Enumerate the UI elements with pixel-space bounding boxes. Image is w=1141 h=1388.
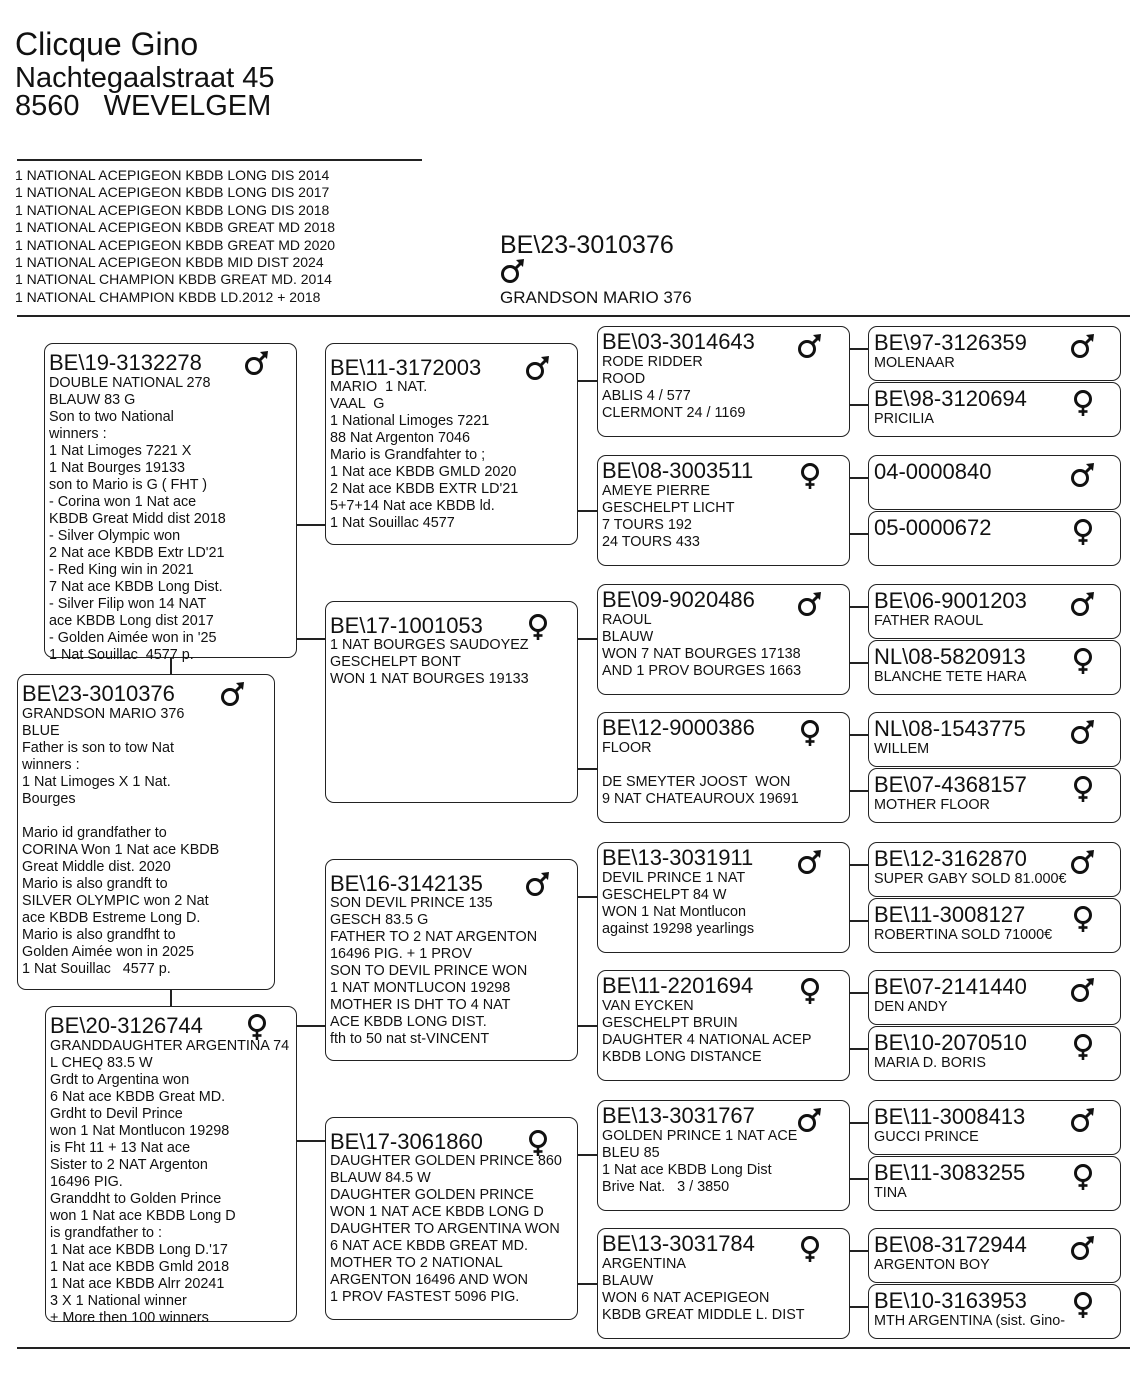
detail-line: ARGENTINA — [602, 1256, 686, 1272]
connector-line — [850, 348, 868, 350]
detail-line: 1 Nat Souillac 4577 p. — [49, 647, 194, 663]
connector-line — [578, 510, 597, 512]
achievement-item: 1 NATIONAL ACEPIGEON KBDB LONG DIS 2014 — [15, 167, 330, 183]
connector-line — [578, 768, 597, 770]
female-symbol-icon — [1070, 1291, 1096, 1319]
detail-line: RODE RIDDER — [602, 354, 703, 370]
detail-line: KBDB Great Midd dist 2018 — [49, 511, 226, 527]
connector-line — [578, 380, 597, 382]
detail-line: WON 1 NAT ACE KBDB LONG D — [330, 1204, 544, 1220]
male-symbol-icon — [1070, 462, 1096, 490]
detail-line: won 1 Nat ace KBDB Long D — [50, 1208, 236, 1224]
detail-line: 24 TOURS 433 — [602, 534, 700, 550]
detail-line: ABLIS 4 / 577 — [602, 388, 691, 404]
header-ring-number: BE\23-3010376 — [500, 231, 674, 259]
pedigree-box-great-great-grandparent[interactable] — [868, 768, 1121, 823]
ring-number: BE\17-3061860 — [330, 1129, 483, 1154]
pigeon-name: TINA — [874, 1185, 907, 1201]
detail-line: BLAUW 83 G — [49, 392, 136, 408]
pigeon-details — [22, 706, 219, 978]
pigeon-name: MOTHER FLOOR — [874, 797, 990, 813]
pigeon-details — [602, 1128, 797, 1196]
ring-number: BE\10-2070510 — [874, 1030, 1027, 1055]
detail-line: 2 Nat ace KBDB EXTR LD'21 — [330, 481, 519, 497]
pigeon-details — [602, 354, 745, 422]
detail-line: 1 Nat Souillac 4577 — [330, 515, 455, 531]
ring-number: BE\16-3142135 — [330, 871, 483, 896]
male-symbol-icon — [220, 681, 246, 709]
connector-line — [170, 990, 172, 1006]
detail-line: 16496 PIG. + 1 PROV — [330, 946, 472, 962]
pigeon-details — [602, 483, 734, 551]
pigeon-details — [50, 1038, 289, 1327]
pedigree-box-great-grandparent[interactable] — [597, 970, 850, 1081]
male-symbol-icon — [244, 350, 270, 378]
detail-line: GESCHELPT BRUIN — [602, 1015, 738, 1031]
detail-line: + More then 100 winners — [50, 1310, 209, 1326]
pigeon-details — [602, 998, 812, 1066]
detail-line: 2 Nat ace KBDB Extr LD'21 — [49, 545, 225, 561]
owner-city: 8560 WEVELGEM — [15, 90, 272, 122]
male-symbol-icon — [1070, 1235, 1096, 1263]
detail-line: RAOUL — [602, 612, 652, 628]
pigeon-name: PRICILIA — [874, 411, 934, 427]
detail-line: 1 NAT MONTLUCON 19298 — [330, 980, 511, 996]
male-symbol-icon — [525, 355, 551, 383]
pedigree-box-great-great-grandparent[interactable] — [868, 455, 1121, 510]
ring-number: 05-0000672 — [874, 515, 992, 540]
connector-line — [850, 1048, 868, 1050]
ring-number: BE\06-9001203 — [874, 588, 1027, 613]
ring-number: BE\19-3132278 — [49, 350, 202, 375]
detail-line: BLAUW — [602, 629, 654, 645]
male-symbol-icon — [1070, 591, 1096, 619]
ring-number: NL\08-1543775 — [874, 716, 1026, 741]
detail-line: Mario is also grandft to — [22, 876, 168, 892]
detail-line: 1 Nat ace KBDB Long Dist — [602, 1162, 772, 1178]
female-symbol-icon — [1070, 775, 1096, 803]
detail-line: GOLDEN PRINCE 1 NAT ACE — [602, 1128, 798, 1144]
pigeon-details — [602, 1256, 805, 1324]
detail-line: KBDB GREAT MIDDLE L. DIST — [602, 1307, 805, 1323]
pedigree-box-great-grandparent[interactable] — [597, 712, 850, 823]
detail-line: FLOOR — [602, 740, 652, 756]
pedigree-box-great-great-grandparent[interactable] — [868, 712, 1121, 767]
detail-line: 5+7+14 Nat ace KBDB ld. — [330, 498, 495, 514]
detail-line: AMEYE PIERRE — [602, 483, 710, 499]
detail-line: - Red King win in 2021 — [49, 562, 194, 578]
connector-line — [578, 1154, 597, 1156]
pedigree-box-great-great-grandparent[interactable] — [868, 1284, 1121, 1339]
pigeon-name: SUPER GABY SOLD 81.000€ — [874, 871, 1067, 887]
pigeon-details — [602, 612, 801, 680]
pedigree-box-maternal-grandmother[interactable] — [325, 1117, 578, 1320]
ring-number: BE\98-3120694 — [874, 386, 1027, 411]
detail-line: ROOD — [602, 371, 646, 387]
pedigree-box-subject[interactable] — [17, 674, 275, 990]
owner-name: Clicque Gino — [15, 26, 199, 62]
connector-line — [850, 662, 868, 664]
detail-line: against 19298 yearlings — [602, 921, 755, 937]
connector-line — [850, 992, 868, 994]
detail-line — [602, 757, 799, 774]
detail-line: 88 Nat Argenton 7046 — [330, 430, 471, 446]
female-symbol-icon — [797, 462, 823, 490]
achievement-item: 1 NATIONAL ACEPIGEON KBDB GREAT MD 2020 — [15, 236, 336, 253]
detail-line: SON TO DEVIL PRINCE WON — [330, 963, 528, 979]
detail-line: is Fht 11 + 13 Nat ace — [50, 1140, 191, 1156]
detail-line: CORINA Won 1 Nat ace KBDB — [22, 842, 220, 858]
male-symbol-icon — [1070, 719, 1096, 747]
detail-line: CLERMONT 24 / 1169 — [602, 405, 746, 421]
detail-line: BLUE — [22, 723, 60, 739]
connector-line — [578, 638, 597, 640]
male-symbol-icon — [500, 258, 526, 286]
pigeon-details — [602, 870, 754, 938]
pedigree-box-great-great-grandparent[interactable] — [868, 842, 1121, 897]
connector-line — [578, 1283, 597, 1285]
pedigree-box-great-grandparent[interactable] — [597, 1228, 850, 1339]
female-symbol-icon — [1070, 1033, 1096, 1061]
ring-number: BE\12-9000386 — [602, 715, 755, 740]
detail-line: 1 Nat Limoges 7221 X — [49, 443, 192, 459]
section-divider-top — [17, 315, 1130, 317]
pedigree-box-great-great-grandparent[interactable] — [868, 382, 1121, 437]
connector-line — [850, 790, 868, 792]
male-symbol-icon — [1070, 333, 1096, 361]
ring-number: BE\13-3031767 — [602, 1103, 755, 1128]
detail-line: 1 Nat ace KBDB Gmld 2018 — [50, 1259, 230, 1275]
pedigree-box-great-great-grandparent[interactable] — [868, 584, 1121, 639]
ring-number: BE\11-3083255 — [874, 1160, 1026, 1185]
section-divider-bottom — [17, 1347, 1130, 1349]
pedigree-box-great-great-grandparent[interactable] — [868, 1026, 1121, 1081]
pedigree-box-great-great-grandparent[interactable] — [868, 511, 1121, 566]
connector-line — [850, 734, 868, 736]
detail-line: DEVIL PRINCE 1 NAT — [602, 870, 746, 886]
male-symbol-icon — [1070, 1107, 1096, 1135]
pigeon-details — [602, 740, 799, 808]
detail-line: - Silver Olympic won — [49, 528, 181, 544]
detail-line: GRANDDAUGHTER ARGENTINA 74 — [50, 1038, 290, 1054]
header-pigeon-name: GRANDSON MARIO 376 — [500, 288, 692, 307]
detail-line: 1 Nat Bourges 19133 — [49, 460, 186, 476]
pedigree-box-great-great-grandparent[interactable] — [868, 1228, 1121, 1283]
detail-line: 3 X 1 National winner — [50, 1293, 187, 1309]
detail-line: GESCHELPT LICHT — [602, 500, 735, 516]
male-symbol-icon — [1070, 849, 1096, 877]
detail-line: KBDB LONG DISTANCE — [602, 1049, 762, 1065]
detail-line: 9 NAT CHATEAUROUX 19691 — [602, 791, 799, 807]
male-symbol-icon — [797, 1107, 823, 1135]
detail-line: MARIO 1 NAT. — [330, 379, 428, 395]
ring-number: BE\07-2141440 — [874, 974, 1027, 999]
detail-line: DAUGHTER GOLDEN PRINCE 860 — [330, 1153, 562, 1169]
detail-line: Granddht to Golden Prince — [50, 1191, 222, 1207]
detail-line: 1 Nat ace KBDB Alrr 20241 — [50, 1276, 225, 1292]
detail-line: fth to 50 nat st-VINCENT — [330, 1031, 490, 1047]
pedigree-box-paternal-grandmother[interactable] — [325, 601, 578, 803]
connector-line — [850, 864, 868, 866]
pedigree-box-great-grandparent[interactable] — [597, 1100, 850, 1211]
pigeon-details — [49, 375, 226, 664]
pedigree-box-great-great-grandparent[interactable] — [868, 1156, 1121, 1211]
pedigree-box-great-grandparent[interactable] — [597, 455, 850, 566]
detail-line: FATHER TO 2 NAT ARGENTON — [330, 929, 538, 945]
detail-line: 1 NAT BOURGES SAUDOYEZ — [330, 637, 529, 653]
ring-number: NL\08-5820913 — [874, 644, 1026, 669]
detail-line: Golden Aimée won in 2025 — [22, 944, 195, 960]
detail-line: DOUBLE NATIONAL 278 — [49, 375, 211, 391]
detail-line: AND 1 PROV BOURGES 1663 — [602, 663, 802, 679]
female-symbol-icon — [1070, 1163, 1096, 1191]
detail-line: GESCHELPT 84 W — [602, 887, 727, 903]
detail-line: GESCH 83.5 G — [330, 912, 429, 928]
detail-line: WON 7 NAT BOURGES 17138 — [602, 646, 801, 662]
pigeon-details — [330, 895, 537, 1048]
female-symbol-icon — [244, 1013, 270, 1041]
connector-line — [850, 1122, 868, 1124]
detail-line: DE SMEYTER JOOST WON — [602, 774, 791, 790]
detail-line: VAN EYCKEN — [602, 998, 694, 1014]
female-symbol-icon — [1070, 905, 1096, 933]
detail-line: is grandfather to : — [50, 1225, 162, 1241]
achievement-item: 1 NATIONAL CHAMPION KBDB GREAT MD. 2014 — [15, 271, 332, 288]
detail-line: ace KBDB Long dist 2017 — [49, 613, 214, 629]
detail-line: L CHEQ 83.5 W — [50, 1055, 153, 1071]
pigeon-details — [330, 637, 529, 688]
detail-line: Mario is Grandfahter to ; — [330, 447, 486, 463]
detail-line: Mario id grandfather to — [22, 825, 167, 841]
detail-line: - Silver Filip won 14 NAT — [49, 596, 207, 612]
detail-line: BLAUW — [602, 1273, 654, 1289]
female-symbol-icon — [797, 719, 823, 747]
connector-line — [850, 920, 868, 922]
pigeon-name: GUCCI PRINCE — [874, 1129, 979, 1145]
detail-line: 1 National Limoges 7221 — [330, 413, 490, 429]
connector-line — [850, 533, 868, 535]
ring-number: BE\17-1001053 — [330, 613, 483, 638]
connector-line — [850, 1250, 868, 1252]
female-symbol-icon — [1070, 518, 1096, 546]
detail-line: DAUGHTER GOLDEN PRINCE — [330, 1187, 534, 1203]
detail-line: SON DEVIL PRINCE 135 — [330, 895, 493, 911]
detail-line — [22, 808, 219, 825]
pedigree-box-father[interactable] — [44, 343, 297, 663]
pigeon-details — [330, 379, 518, 532]
achievement-item: 1 NATIONAL ACEPIGEON KBDB LONG DIS 2018 — [15, 201, 330, 218]
ring-number: 04-0000840 — [874, 459, 992, 484]
pigeon-name: MOLENAAR — [874, 355, 955, 371]
detail-line: 1 Nat Souillac 4577 p. — [22, 961, 171, 977]
connector-line — [850, 1306, 868, 1308]
detail-line: ace KBDB Estreme Long D. — [22, 910, 201, 926]
detail-line: 1 PROV FASTEST 5096 PIG. — [330, 1289, 520, 1305]
achievement-item: 1 NATIONAL ACEPIGEON KBDB MID DIST 2024 — [15, 254, 324, 271]
detail-line: winners : — [49, 426, 107, 442]
male-symbol-icon — [1070, 977, 1096, 1005]
pigeon-name: FATHER RAOUL — [874, 613, 984, 629]
detail-line: winners : — [22, 757, 80, 773]
connector-line — [578, 1025, 597, 1027]
pigeon-name: DEN ANDY — [874, 999, 948, 1015]
detail-line: 6 NAT ACE KBDB GREAT MD. — [330, 1238, 529, 1254]
detail-line: DAUGHTER 4 NATIONAL ACEP — [602, 1032, 812, 1048]
detail-line: 1 Nat Limoges X 1 Nat. — [22, 774, 171, 790]
male-symbol-icon — [797, 849, 823, 877]
pedigree-box-paternal-grandfather[interactable] — [325, 343, 578, 545]
pedigree-box-great-great-grandparent[interactable] — [868, 1100, 1121, 1155]
detail-line: BLEU 85 — [602, 1145, 660, 1161]
ring-number: BE\07-4368157 — [874, 772, 1027, 797]
detail-line: Great Middle dist. 2020 — [22, 859, 171, 875]
detail-line: Father is son to tow Nat — [22, 740, 174, 756]
pedigree-box-great-grandparent[interactable] — [597, 842, 850, 953]
ring-number: BE\09-9020486 — [602, 587, 755, 612]
pedigree-box-mother[interactable] — [45, 1006, 297, 1326]
detail-line: ARGENTON 16496 AND WON — [330, 1272, 529, 1288]
detail-line: GRANDSON MARIO 376 — [22, 706, 185, 722]
detail-line: MOTHER TO 2 NATIONAL — [330, 1255, 503, 1271]
detail-line: 6 Nat ace KBDB Great MD. — [50, 1089, 226, 1105]
detail-line: MOTHER IS DHT TO 4 NAT — [330, 997, 511, 1013]
achievements-list — [15, 167, 335, 306]
detail-line: son to Mario is G ( FHT ) — [49, 477, 208, 493]
ring-number: BE\13-3031784 — [602, 1231, 755, 1256]
pedigree-box-great-great-grandparent[interactable] — [868, 640, 1121, 695]
detail-line: - Golden Aimée won in '25 — [49, 630, 217, 646]
detail-line: Son to two National — [49, 409, 174, 425]
detail-line: Grdt to Argentina won — [50, 1072, 190, 1088]
ring-number: BE\08-3172944 — [874, 1232, 1027, 1257]
ring-number: BE\11-3172003 — [330, 355, 482, 380]
detail-line: 16496 PIG. — [50, 1174, 123, 1190]
owner-street: Nachtegaalstraat 45 — [15, 62, 275, 94]
ring-number: BE\03-3014643 — [602, 329, 755, 354]
connector-line — [578, 896, 597, 898]
header-divider — [17, 159, 422, 161]
pigeon-name: MTH ARGENTINA (sist. Gino- — [874, 1313, 1066, 1329]
ring-number: BE\23-3010376 — [22, 681, 175, 706]
ring-number: BE\12-3162870 — [874, 846, 1027, 871]
pedigree-box-great-grandparent[interactable] — [597, 326, 850, 437]
pedigree-box-great-great-grandparent[interactable] — [868, 326, 1121, 381]
connector-line — [297, 638, 325, 640]
achievement-item: 1 NATIONAL ACEPIGEON KBDB GREAT MD 2018 — [15, 219, 336, 236]
detail-line: GESCHELPT BONT — [330, 654, 461, 670]
detail-line: Sister to 2 NAT Argenton — [50, 1157, 208, 1173]
achievement-item: 1 NATIONAL ACEPIGEON KBDB LONG DIS 2017 — [15, 184, 330, 201]
connector-line — [850, 404, 868, 406]
pedigree-box-maternal-grandfather[interactable] — [325, 859, 578, 1061]
pigeon-name: ARGENTON BOY — [874, 1257, 990, 1273]
detail-line: BLAUW 84.5 W — [330, 1170, 431, 1186]
ring-number: BE\11-3008413 — [874, 1104, 1026, 1129]
ring-number: BE\20-3126744 — [50, 1013, 203, 1038]
pigeon-name: WILLEM — [874, 741, 930, 757]
detail-line: DAUGHTER TO ARGENTINA WON — [330, 1221, 560, 1237]
ring-number: BE\10-3163953 — [874, 1288, 1027, 1313]
detail-line: won 1 Nat Montlucon 19298 — [50, 1123, 230, 1139]
detail-line: Bourges — [22, 791, 76, 807]
detail-line: 7 TOURS 192 — [602, 517, 692, 533]
ring-number: BE\08-3003511 — [602, 458, 754, 483]
detail-line: ACE KBDB LONG DIST. — [330, 1014, 487, 1030]
pigeon-name: MARIA D. BORIS — [874, 1055, 986, 1071]
pigeon-name: ROBERTINA SOLD 71000€ — [874, 927, 1053, 943]
connector-line — [850, 606, 868, 608]
detail-line: 1 Nat ace KBDB Long D.'17 — [50, 1242, 228, 1258]
detail-line: WON 6 NAT ACEPIGEON — [602, 1290, 770, 1306]
detail-line: 7 Nat ace KBDB Long Dist. — [49, 579, 223, 595]
pedigree-box-great-great-grandparent[interactable] — [868, 898, 1121, 953]
male-symbol-icon — [797, 333, 823, 361]
connector-line — [297, 1140, 325, 1142]
detail-line: WON 1 Nat Montlucon — [602, 904, 746, 920]
connector-line — [297, 1025, 325, 1027]
connector-line — [297, 524, 325, 526]
connector-line — [850, 1178, 868, 1180]
ring-number: BE\13-3031911 — [602, 845, 754, 870]
detail-line: Brive Nat. 3 / 3850 — [602, 1179, 730, 1195]
detail-line: Mario is also grandfht to — [22, 927, 176, 943]
female-symbol-icon — [1070, 389, 1096, 417]
achievement-item: 1 NATIONAL CHAMPION KBDB LD.2012 + 2018 — [15, 288, 321, 305]
detail-line: Grdht to Devil Prince — [50, 1106, 183, 1122]
detail-line: SILVER OLYMPIC won 2 Nat — [22, 893, 209, 909]
detail-line: - Corina won 1 Nat ace — [49, 494, 197, 510]
pigeon-details — [330, 1153, 562, 1306]
ring-number: BE\11-3008127 — [874, 902, 1026, 927]
detail-line: VAAL G — [330, 396, 385, 412]
pedigree-box-great-grandparent[interactable] — [597, 584, 850, 695]
detail-line: WON 1 NAT BOURGES 19133 — [330, 671, 529, 687]
ring-number: BE\97-3126359 — [874, 330, 1027, 355]
pedigree-box-great-great-grandparent[interactable] — [868, 970, 1121, 1025]
connector-line — [850, 477, 868, 479]
detail-line: 1 Nat ace KBDB GMLD 2020 — [330, 464, 517, 480]
female-symbol-icon — [1070, 647, 1096, 675]
ring-number: BE\11-2201694 — [602, 973, 754, 998]
pigeon-name: BLANCHE TETE HARA — [874, 669, 1027, 685]
